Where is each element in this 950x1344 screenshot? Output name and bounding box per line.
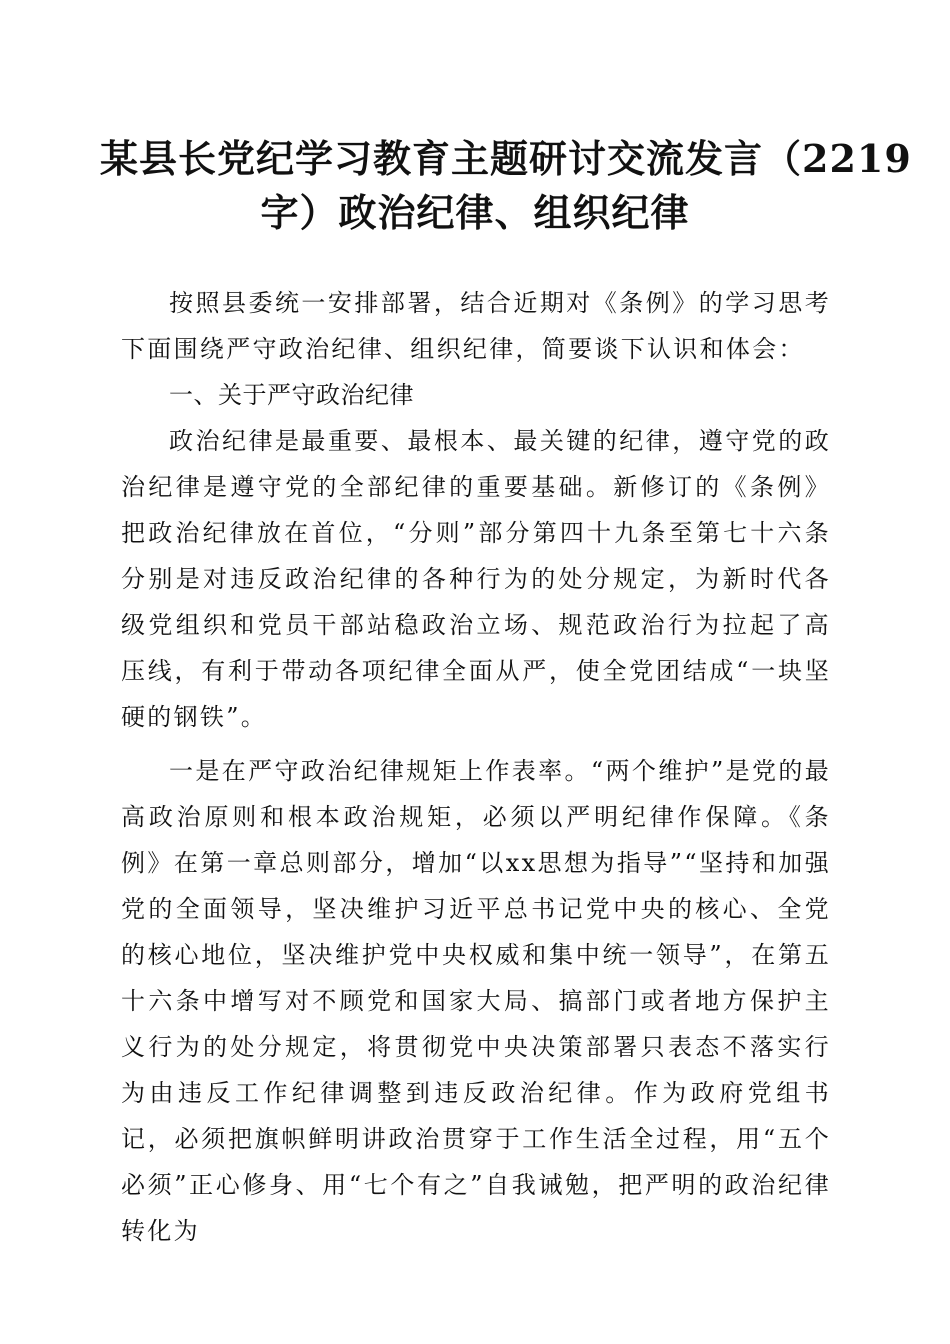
intro-paragraph: 按照县委统一安排部署，结合近期对《条例》的学习思考下面围绕严守政治纪律、组织纪律，简要谈下认识和体会： <box>121 289 831 363</box>
document-title <box>100 132 912 240</box>
title-line-1: 某县长党纪学习教育主题研讨交流发言（2219 <box>100 136 912 181</box>
document-body <box>121 280 831 1254</box>
body-paragraph: 政治纪律是最重要、最根本、最关键的纪律，遵守党的政治纪律是遵守党的全部纪律的重要基础。新修订的《条例》把政治纪律放在首位，“分则”部分第四十九条至第七十六条分别是对违反政治纪律的各种行为的处分规定，为新时代各级党组织和党员干部站稳政治立场、规范政治行为拉起了高压线，有利于带动各项纪律全面从严，使全党团结成“一块坚硬的钢铁”。 <box>121 427 831 731</box>
section-heading: 一、关于严守政治纪律 <box>169 381 414 409</box>
body-paragraph: 一是在严守政治纪律规矩上作表率。“两个维护”是党的最高政治原则和根本政治规矩，必须以严明纪律作保障。《条例》在第一章总则部分，增加“以xx思想为指导”“坚持和加强党的全面领导，坚决维护习近平总书记党中央的核心、全党的核心地位，坚决维护党中央权威和集中统一领导”，在第五十六条中增写对不顾党和国家大局、搞部门或者地方保护主义行为的处分规定，将贯彻党中央决策部署只表态不落实行为由违反工作纪律调整到违反政治纪律。作为政府党组书记，必须把旗帜鲜明讲政治贯穿于工作生活全过程，用“五个必须”正心修身、用“七个有之”自我诫勉，把严明的政治纪律转化为 <box>121 757 831 1245</box>
title-line-2: 字）政治纪律、组织纪律 <box>260 190 690 235</box>
